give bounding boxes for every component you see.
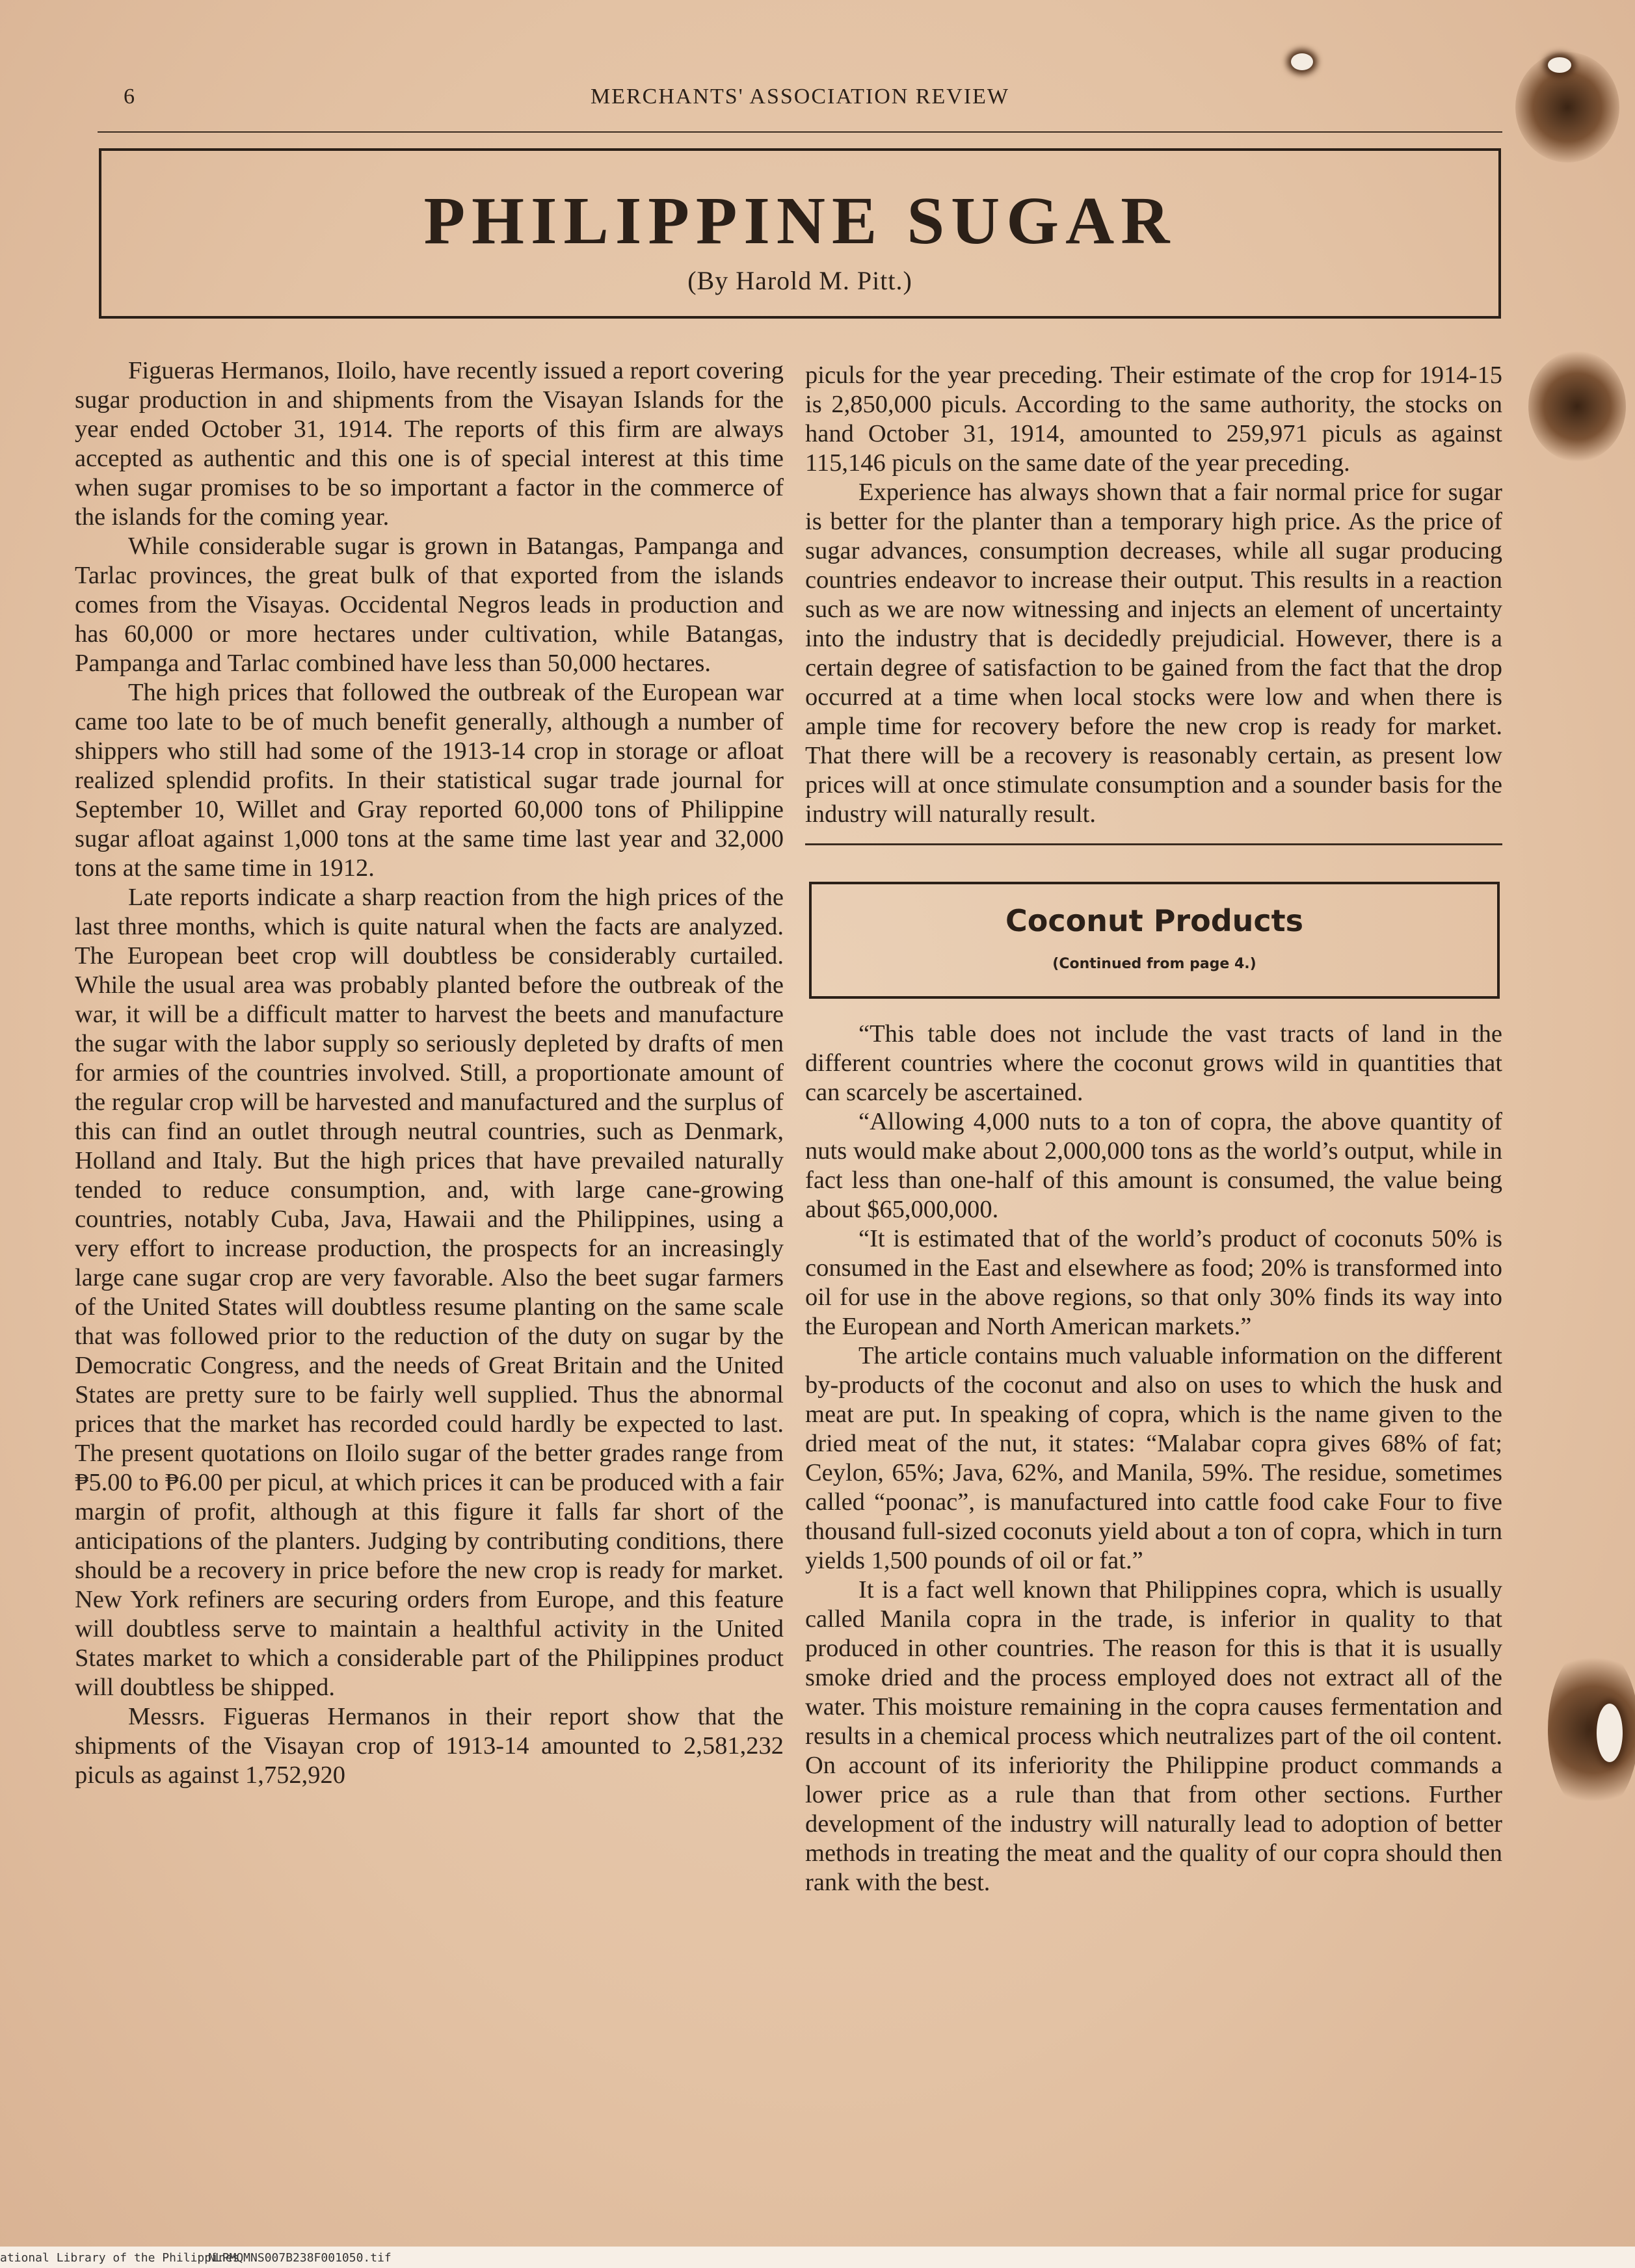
- scan-footer: [0, 2247, 1635, 2268]
- paragraph: The article contains much valuable information on the different by-products of the coconut and also on uses to which the husk and meat are put. In speaking of copra, which is the name given to the dried meat of the nut, it states: “Malabar copra gives 68% of fat; Ceylon, 65%; Java, 62%, and Manila, 59%. The residue, sometimes called “poonac”, is manufactured into cattle food cake Four to five thousand full-sized coconuts yield about a ton of copra, which in turn yields 1,500 pounds of oil or fat.”: [805, 1342, 1502, 1574]
- left-column: [75, 356, 784, 1790]
- paragraph: It is a fact well known that Philippines copra, which is usually called Manila copra in the trade, is inferior in quality to that produced in other countries. The reason for this is that it is usually smoke dried and the process employed does not extract all of the water. This moisture remaining in the copra causes fermentation and results in a chemical process which neutralizes part of the oil content. On account of its inferiority the Philippine product commands a lower price as a rule than that from other sections. Further development of the industry will naturally lead to adoption of better methods in treating the meat and the quality of our copra should then rank with the best.: [805, 1576, 1502, 1896]
- burn-mark: [1528, 351, 1626, 462]
- coconut-title: Coconut Products: [1005, 903, 1304, 938]
- paper-hole: [1548, 57, 1571, 73]
- article-byline: (By Harold M. Pitt.): [687, 266, 912, 295]
- file-id: NLPMQMNS007B238F001050.tif: [208, 2251, 392, 2265]
- paragraph: “It is estimated that of the world’s product of coconuts 50% is consumed in the East and elsewhere as food; 20% is transformed into oil for use in the above regions, so that only 30% finds its way into the European and North American markets.”: [805, 1225, 1502, 1340]
- article-title-box: [99, 148, 1501, 319]
- paragraph: Figueras Hermanos, Iloilo, have recently issued a report covering sugar production in and shipments from the Visayan Islands for the year ended October 31, 1914. The reports of this firm are always accepted as authentic and this one is of special interest at this time when sugar promises to be so important a factor in the commerce of the islands for the coming year.: [75, 357, 784, 531]
- paragraph: “Allowing 4,000 nuts to a ton of copra, the above quantity of nuts would make about 2,000,000 tons as the world’s output, while in fact less than one-half of this amount is consumed, the value being about $65,000,000.: [805, 1108, 1502, 1223]
- coconut-title-box: [809, 882, 1500, 999]
- paragraph: Experience has always shown that a fair normal price for sugar is better for the planter than a temporary high price. As the price of sugar advances, consumption decreases, while all sugar producing countries endeavor to increase their output. This results in a reaction such as we are now witnessing and injects an element of uncertainty into the industry that is decidedly prejudicial. However, there is a certain degree of satisfaction to be gained from the fact that the drop occurred at a time when local stocks were low and when there is ample time for recovery before the new crop is ready for market. That there will be a recovery is reasonably certain, as present low prices will at once stimulate consumption and a sounder basis for the industry will naturally result.: [805, 479, 1502, 828]
- paragraph: The high prices that followed the outbreak of the European war came too late to be of much benefit generally, although a number of shippers who still had some of the 1913-14 crop in storage or afloat realized splendid profits. In their statistical sugar trade journal for September 10, Willet and Gray reported 60,000 tons of Philippine sugar afloat against 1,000 tons at the same time last year and 32,000 tons at the same time in 1912.: [75, 679, 784, 882]
- paragraph: Messrs. Figueras Hermanos in their report show that the shipments of the Visayan crop of 1913-14 amounted to 2,581,232 piculs as against 1,752,920: [75, 1703, 784, 1789]
- paragraph: “This table does not include the vast tracts of land in the different countries where the coconut grows wild in quantities that can scarcely be ascertained.: [805, 1020, 1502, 1106]
- page-number: 6: [124, 85, 136, 109]
- coconut-subtitle: (Continued from page 4.): [1052, 956, 1256, 972]
- header-rule: [98, 131, 1502, 133]
- page-header: [98, 85, 1502, 124]
- paragraph: Late reports indicate a sharp reaction from the high prices of the last three months, which is quite natural when the facts are analyzed. The European beet crop will doubtless be considerably curtailed. While the usual area was probably planted before the outbreak of the war, it will be a difficult matter to harvest the beets and manufacture the sugar with the labor supply so seriously depleted by drafts of men for armies of the countries involved. Still, a proportionate amount of the regular crop will be harvested and manufactured and the surplus of this can find an outlet through neutral countries, such as Denmark, Holland and Italy. But the high prices that have prevailed naturally tended to reduce consumption, and, with large cane-growing countries, notably Cuba, Java, Hawaii and the Philippines, using a very effort to increase production, the prospects for an increasingly large cane sugar crop are very favorable. Also the beet sugar farmers of the United States will doubtless resume planting on the same scale that was followed prior to the reduction of the duty on sugar by the Democratic Congress, and the needs of Great Britain and the United States are pretty sure to be fairly well supplied. Thus the abnormal prices that the market has recorded could hardly be expected to last. The present quotations on Iloilo sugar of the better grades range from ₱5.00 to ₱6.00 per picul, at which prices it can be produced with a fair margin of profit, although at this figure it falls far short of the anticipations of the planters. Judging by contributing conditions, there should be a recovery in price before the new crop is ready for market. New York refiners are securing orders from Europe, and this feature will doubtless serve to maintain a healthful activity in the United States market to which a considerable part of the Philippines product will doubtless be shipped.: [75, 884, 784, 1701]
- right-column: [805, 361, 1502, 1897]
- publication-title: MERCHANTS' ASSOCIATION REVIEW: [590, 85, 1010, 109]
- paper-hole: [1597, 1704, 1623, 1762]
- library-credit: ational Library of the Philippines: [0, 2251, 240, 2265]
- article-title: PHILIPPINE SUGAR: [423, 183, 1176, 258]
- paragraph-continued: piculs for the year preceding. Their estimate of the crop for 1914-15 is 2,850,000 piculs. According to the same authority, the stocks on hand October 31, 1914, amounted to 259,971 piculs as against 115,146 piculs on the same date of the year preceding.: [805, 362, 1502, 477]
- paragraph: While considerable sugar is grown in Batangas, Pampanga and Tarlac provinces, the great bulk of that exported from the islands comes from the Visayas. Occidental Negros leads in production and has 60,000 or more hectares under cultivation, while Batangas, Pampanga and Tarlac combined have less than 50,000 hectares.: [75, 533, 784, 677]
- paper-hole: [1291, 53, 1313, 70]
- section-divider: [805, 843, 1502, 845]
